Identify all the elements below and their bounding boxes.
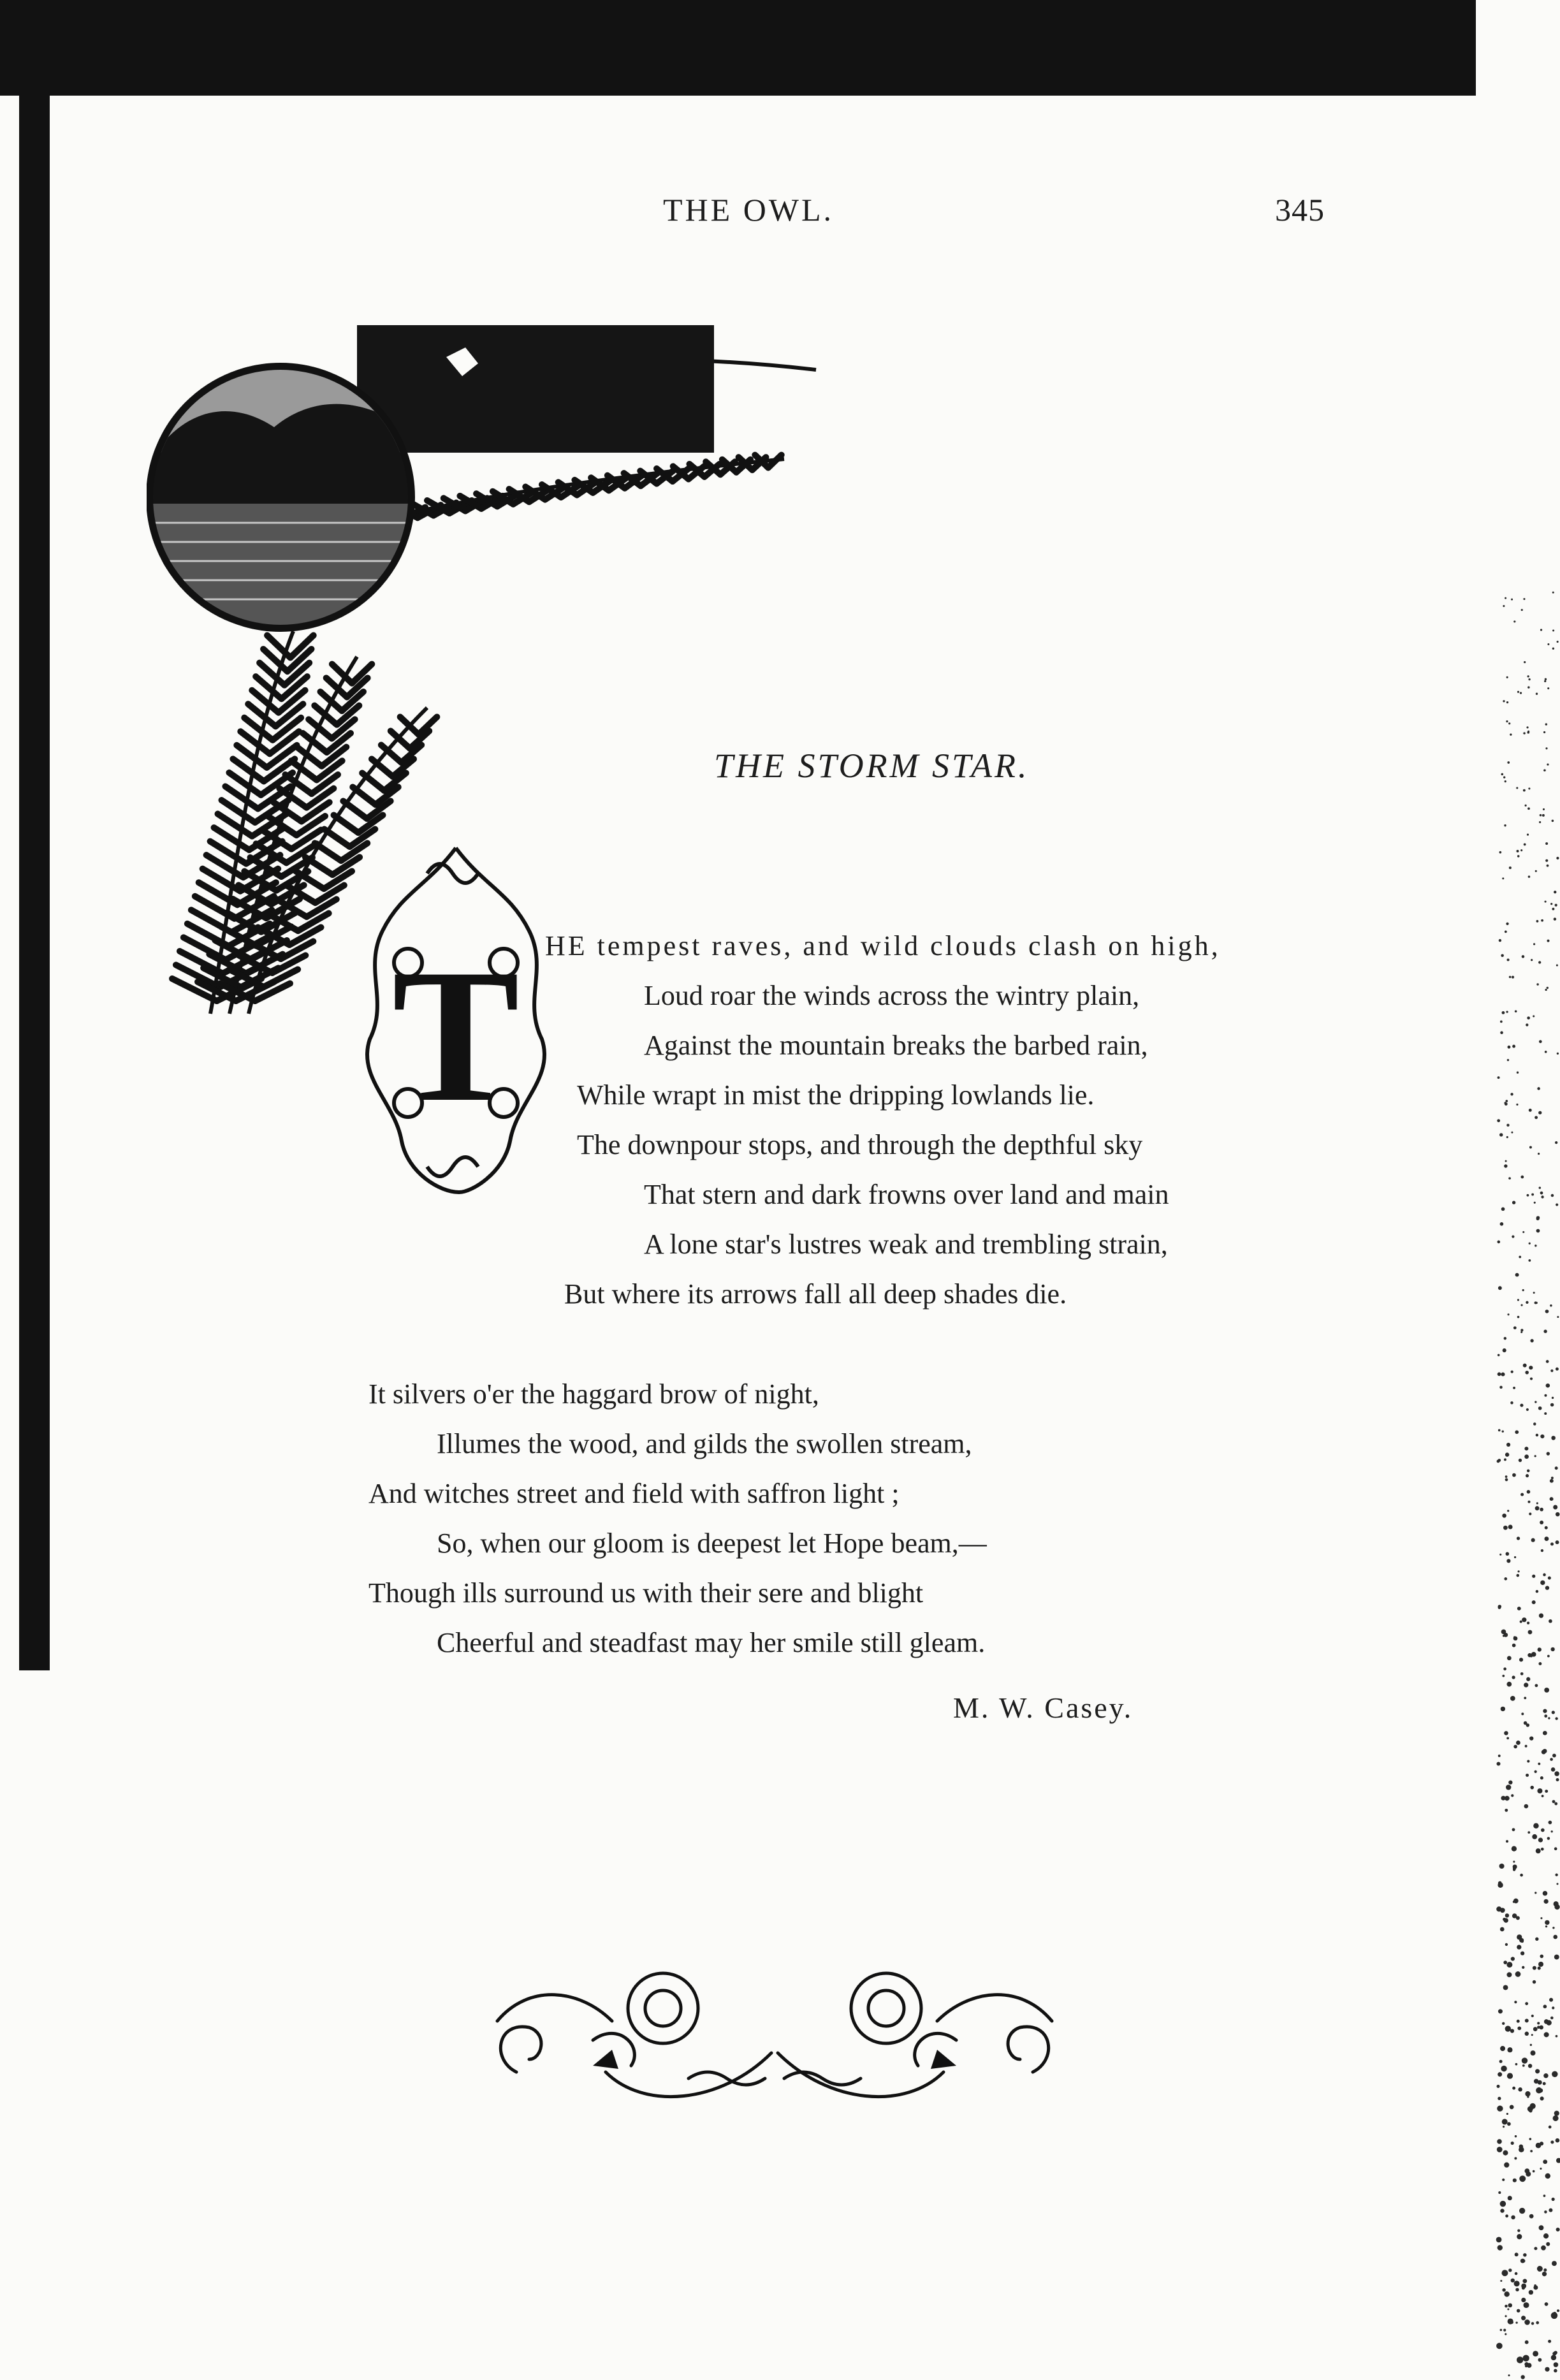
poem-line: HE tempest raves, and wild clouds clash on high,	[545, 930, 1221, 961]
poem-title: THE STORM STAR.	[714, 747, 1030, 785]
author-signature: M. W. Casey.	[953, 1691, 1134, 1724]
poem-line: Loud roar the winds across the wintry plain,	[644, 980, 1140, 1011]
scroll-ornament	[478, 1945, 1071, 2110]
page-number: 345	[1275, 192, 1325, 228]
stanza-1	[0, 921, 1560, 1319]
running-head-title: THE OWL.	[663, 192, 835, 228]
banner-panel	[357, 325, 714, 453]
poem-line: While wrapt in mist the dripping lowlands lie.	[577, 1079, 1095, 1111]
poem-line: Against the mountain breaks the barbed rain,	[644, 1030, 1148, 1061]
poem-line: Illumes the wood, and gilds the swollen stream,	[437, 1428, 972, 1459]
top-border-bar	[0, 0, 1476, 96]
poem-line: Cheerful and steadfast may her smile still gleam.	[437, 1627, 986, 1658]
poem-line: Though ills surround us with their sere and blight	[368, 1577, 924, 1609]
poem-line: That stern and dark frowns over land and main	[644, 1179, 1169, 1210]
drop-cap-letter: T	[391, 930, 520, 1141]
poem-line: So, when our gloom is deepest let Hope beam,—	[437, 1528, 987, 1559]
poem-line: It silvers o'er the haggard brow of night,	[368, 1378, 819, 1410]
poem-line: The downpour stops, and through the depthful sky	[577, 1129, 1143, 1160]
poem-line: And witches street and field with saffron light ;	[368, 1478, 900, 1509]
poem-line: But where its arrows fall all deep shades die.	[564, 1278, 1067, 1310]
poem-line: A lone star's lustres weak and trembling strain,	[644, 1229, 1168, 1260]
stanza-2	[0, 1369, 1560, 1668]
